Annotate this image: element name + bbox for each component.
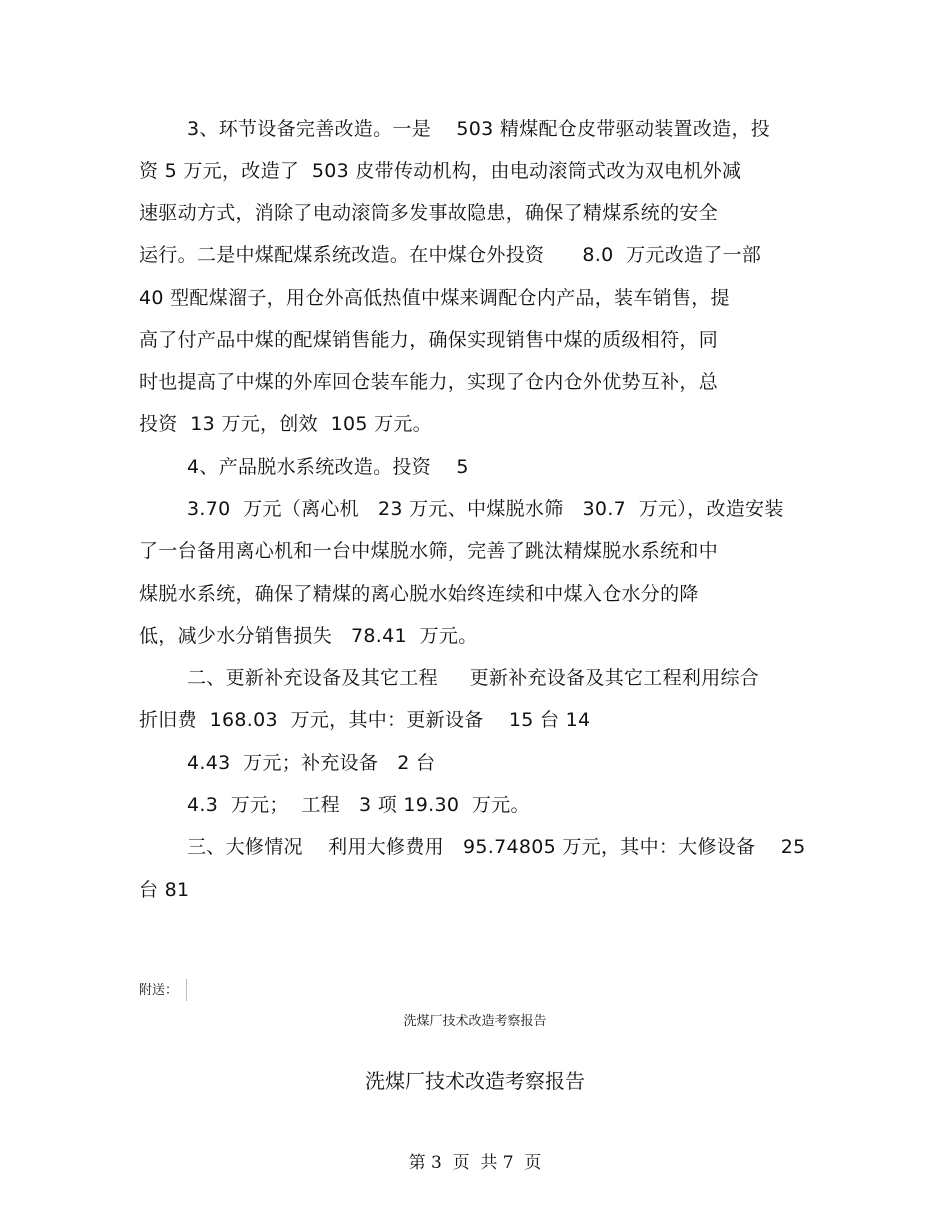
paragraph-line: 40 型配煤溜子，用仓外高低热值中煤来调配仓内产品，装车销售，提 <box>139 287 730 309</box>
paragraph-line: 二、更新补充设备及其它工程 更新补充设备及其它工程利用综合 <box>187 667 760 689</box>
paragraph-line: 3.70 万元（离心机 23 万元、中煤脱水筛 30.7 万元），改造安装 <box>187 498 784 520</box>
document-title: 洗煤厂技术改造考察报告 <box>365 1069 585 1093</box>
paragraph-line: 低，减少水分销售损失 78.41 万元。 <box>139 625 478 647</box>
paragraph-line: 折旧费 168.03 万元，其中：更新设备 15 台 14 <box>139 709 591 731</box>
paragraph-line: 运行。二是中煤配煤系统改造。在中煤仓外投资 8.0 万元改造了一部 <box>139 244 762 266</box>
attachment-subtitle: 洗煤厂技术改造考察报告 <box>403 1014 547 1029</box>
paragraph-line: 台 81 <box>139 879 190 901</box>
paragraph-line: 了一台备用离心机和一台中煤脱水筛，完善了跳汰精煤脱水系统和中 <box>139 540 719 562</box>
paragraph-line: 4、产品脱水系统改造。投资 5 <box>187 456 469 478</box>
paragraph-line: 速驱动方式，消除了电动滚筒多发事故隐患，确保了精煤系统的安全 <box>139 202 719 224</box>
attachment-divider <box>186 979 187 1001</box>
paragraph-line: 4.43 万元；补充设备 2 台 <box>187 752 436 774</box>
paragraph-line: 投资 13 万元，创效 105 万元。 <box>139 413 432 435</box>
paragraph-line: 3、环节设备完善改造。一是 503 精煤配仓皮带驱动装置改造，投 <box>187 118 771 140</box>
paragraph-line: 三、大修情况 利用大修费用 95.74805 万元，其中：大修设备 25 <box>187 836 806 858</box>
paragraph-line: 时也提高了中煤的外库回仓装车能力，实现了仓内仓外优势互补，总 <box>139 371 719 393</box>
page-number-footer: 第 3 页 共 7 页 <box>408 1153 542 1173</box>
paragraph-line: 资 5 万元，改造了 503 皮带传动机构，由电动滚筒式改为双电机外减 <box>139 160 742 182</box>
paragraph-line: 4.3 万元； 工程 3 项 19.30 万元。 <box>187 794 530 816</box>
attachment-label: 附送： <box>139 983 179 998</box>
paragraph-line: 高了付产品中煤的配煤销售能力，确保实现销售中煤的质级相符，同 <box>139 329 719 351</box>
paragraph-line: 煤脱水系统，确保了精煤的离心脱水始终连续和中煤入仓水分的降 <box>139 583 699 605</box>
